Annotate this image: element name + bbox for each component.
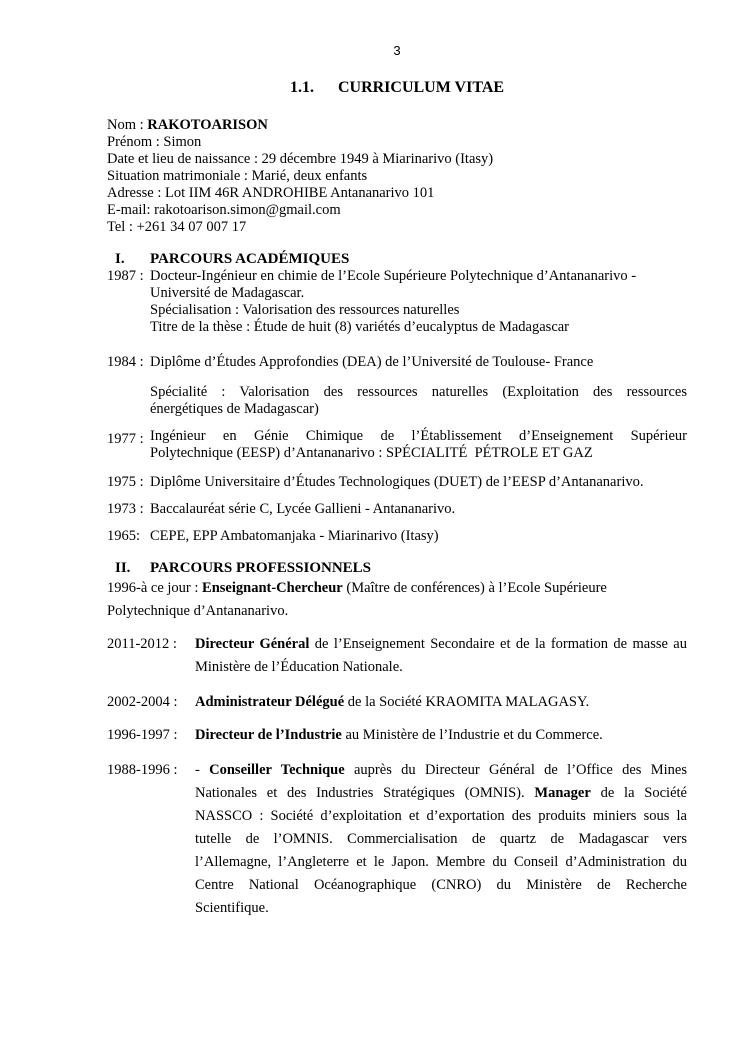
professional-entry-1988-1996 [107,759,687,920]
academic-entry-1987 [107,268,687,336]
academic-entry-1965 [107,528,687,545]
entry-year: 1973 : [107,501,144,517]
entry-line: Administrateur Délégué de la Société KRAOMITA MALAGASY. [195,694,590,710]
entry-years: 1996-1997 : [107,727,178,743]
professional-entry-2002-2004 [107,691,687,714]
academic-entry-1975 [107,474,687,491]
entry-line: Université de Madagascar. [150,285,305,301]
entry-line: NASSCO : Société d’exploitation et d’exportation des produits miniers sous la [195,808,687,824]
professional-entry-2011-2012 [107,633,687,679]
academic-entry-1984 [107,354,687,418]
entry-line: - Conseiller Technique auprès du Directeur Général de l’Office des Mines [195,762,687,778]
personal-line-naissance: Date et lieu de naissance : 29 décembre 1949 à Miarinarivo (Itasy) [107,151,494,167]
page-number: 3 [393,43,401,58]
academic-entry-1973 [107,501,687,518]
section-number-academics: I. [115,251,125,267]
section-title-academics: PARCOURS ACADÉMIQUES [150,251,350,267]
entry-year: 1965: [107,528,141,544]
entry-line: Diplôme d’Études Approfondies (DEA) de l’Université de Toulouse- France [150,354,594,370]
entry-line: Ingénieur en Génie Chimique de l’Établissement d’Enseignement Supérieur [150,428,687,444]
entry-years: 1988-1996 : [107,762,178,778]
entry-line: Polytechnique (EESP) d’Antananarivo : SPÉCIALITÉ PÉTROLE ET GAZ [150,445,593,461]
personal-line-situation: Situation matrimoniale : Marié, deux enfants [107,168,368,184]
entry-line: Scientifique. [195,900,269,916]
academic-entry-1977 [107,428,687,462]
entry-line: énergétiques de Madagascar) [150,401,319,417]
page-title [107,78,687,98]
entry-line: Titre de la thèse : Étude de huit (8) variétés d’eucalyptus de Madagascar [150,319,570,335]
entry-line: Nationales et des Industries Stratégiques (OMNIS). Manager de la Société [195,785,687,801]
personal-line-tel: Tel : +261 34 07 007 17 [107,219,247,235]
section-title-professional: PARCOURS PROFESSIONNELS [150,560,372,576]
section-heading-professional [107,559,687,577]
entry-line: Diplôme Universitaire d’Études Technologiques (DUET) de l’EESP d’Antananarivo. [150,474,644,490]
entry-line: CEPE, EPP Ambatomanjaka - Miarinarivo (Itasy) [150,528,439,544]
professional-intro [107,577,687,623]
entry-line: Docteur-Ingénieur en chimie de l’Ecole Supérieure Polytechnique d’Antananarivo - [150,268,637,284]
entry-line: Ministère de l’Éducation Nationale. [195,659,403,675]
entry-line: Baccalauréat série C, Lycée Gallieni - Antananarivo. [150,501,456,517]
entry-year: 1984 : [107,354,144,370]
personal-line-adresse: Adresse : Lot IIM 46R ANDROHIBE Antananarivo 101 [107,185,435,201]
entry-year: 1987 : [107,268,144,284]
entry-years: 2002-2004 : [107,694,178,710]
entry-years: 2011-2012 : [107,636,177,652]
personal-line-email: E-mail: rakotoarison.simon@gmail.com [107,202,341,218]
personal-line-nom: Nom : RAKOTOARISON [107,117,268,133]
section-number-professional: II. [115,560,131,576]
entry-line: tutelle de l’OMNIS. Commercialisation de quartz de Madagascar vers [195,831,687,847]
entry-line: Spécialité : Valorisation des ressources naturelles (Exploitation des ressources [150,384,687,400]
title-text: CURRICULUM VITAE [337,79,505,96]
entry-line: Directeur de l’Industrie au Ministère de l’Industrie et du Commerce. [195,727,603,743]
entry-year: 1977 : [107,431,144,447]
section-heading-academics [107,250,687,268]
entry-year: 1975 : [107,474,144,490]
professional-entry-1996-1997 [107,724,687,747]
entry-line: Spécialisation : Valorisation des ressources naturelles [150,302,460,318]
entry-line: Centre National Océanographique (CNRO) du Ministère de Recherche [195,877,687,893]
intro-line: 1996-à ce jour : Enseignant-Chercheur (Maître de conférences) à l’Ecole Supérieure [107,580,607,596]
personal-info-block [107,117,687,236]
entry-line: l’Allemagne, l’Angleterre et le Japon. Membre du Conseil d’Administration du [195,854,687,870]
entry-line: Directeur Général de l’Enseignement Secondaire et de la formation de masse au [195,636,687,652]
personal-line-prenom: Prénom : Simon [107,134,202,150]
intro-line: Polytechnique d’Antananarivo. [107,603,289,619]
title-number: 1.1. [289,79,314,96]
